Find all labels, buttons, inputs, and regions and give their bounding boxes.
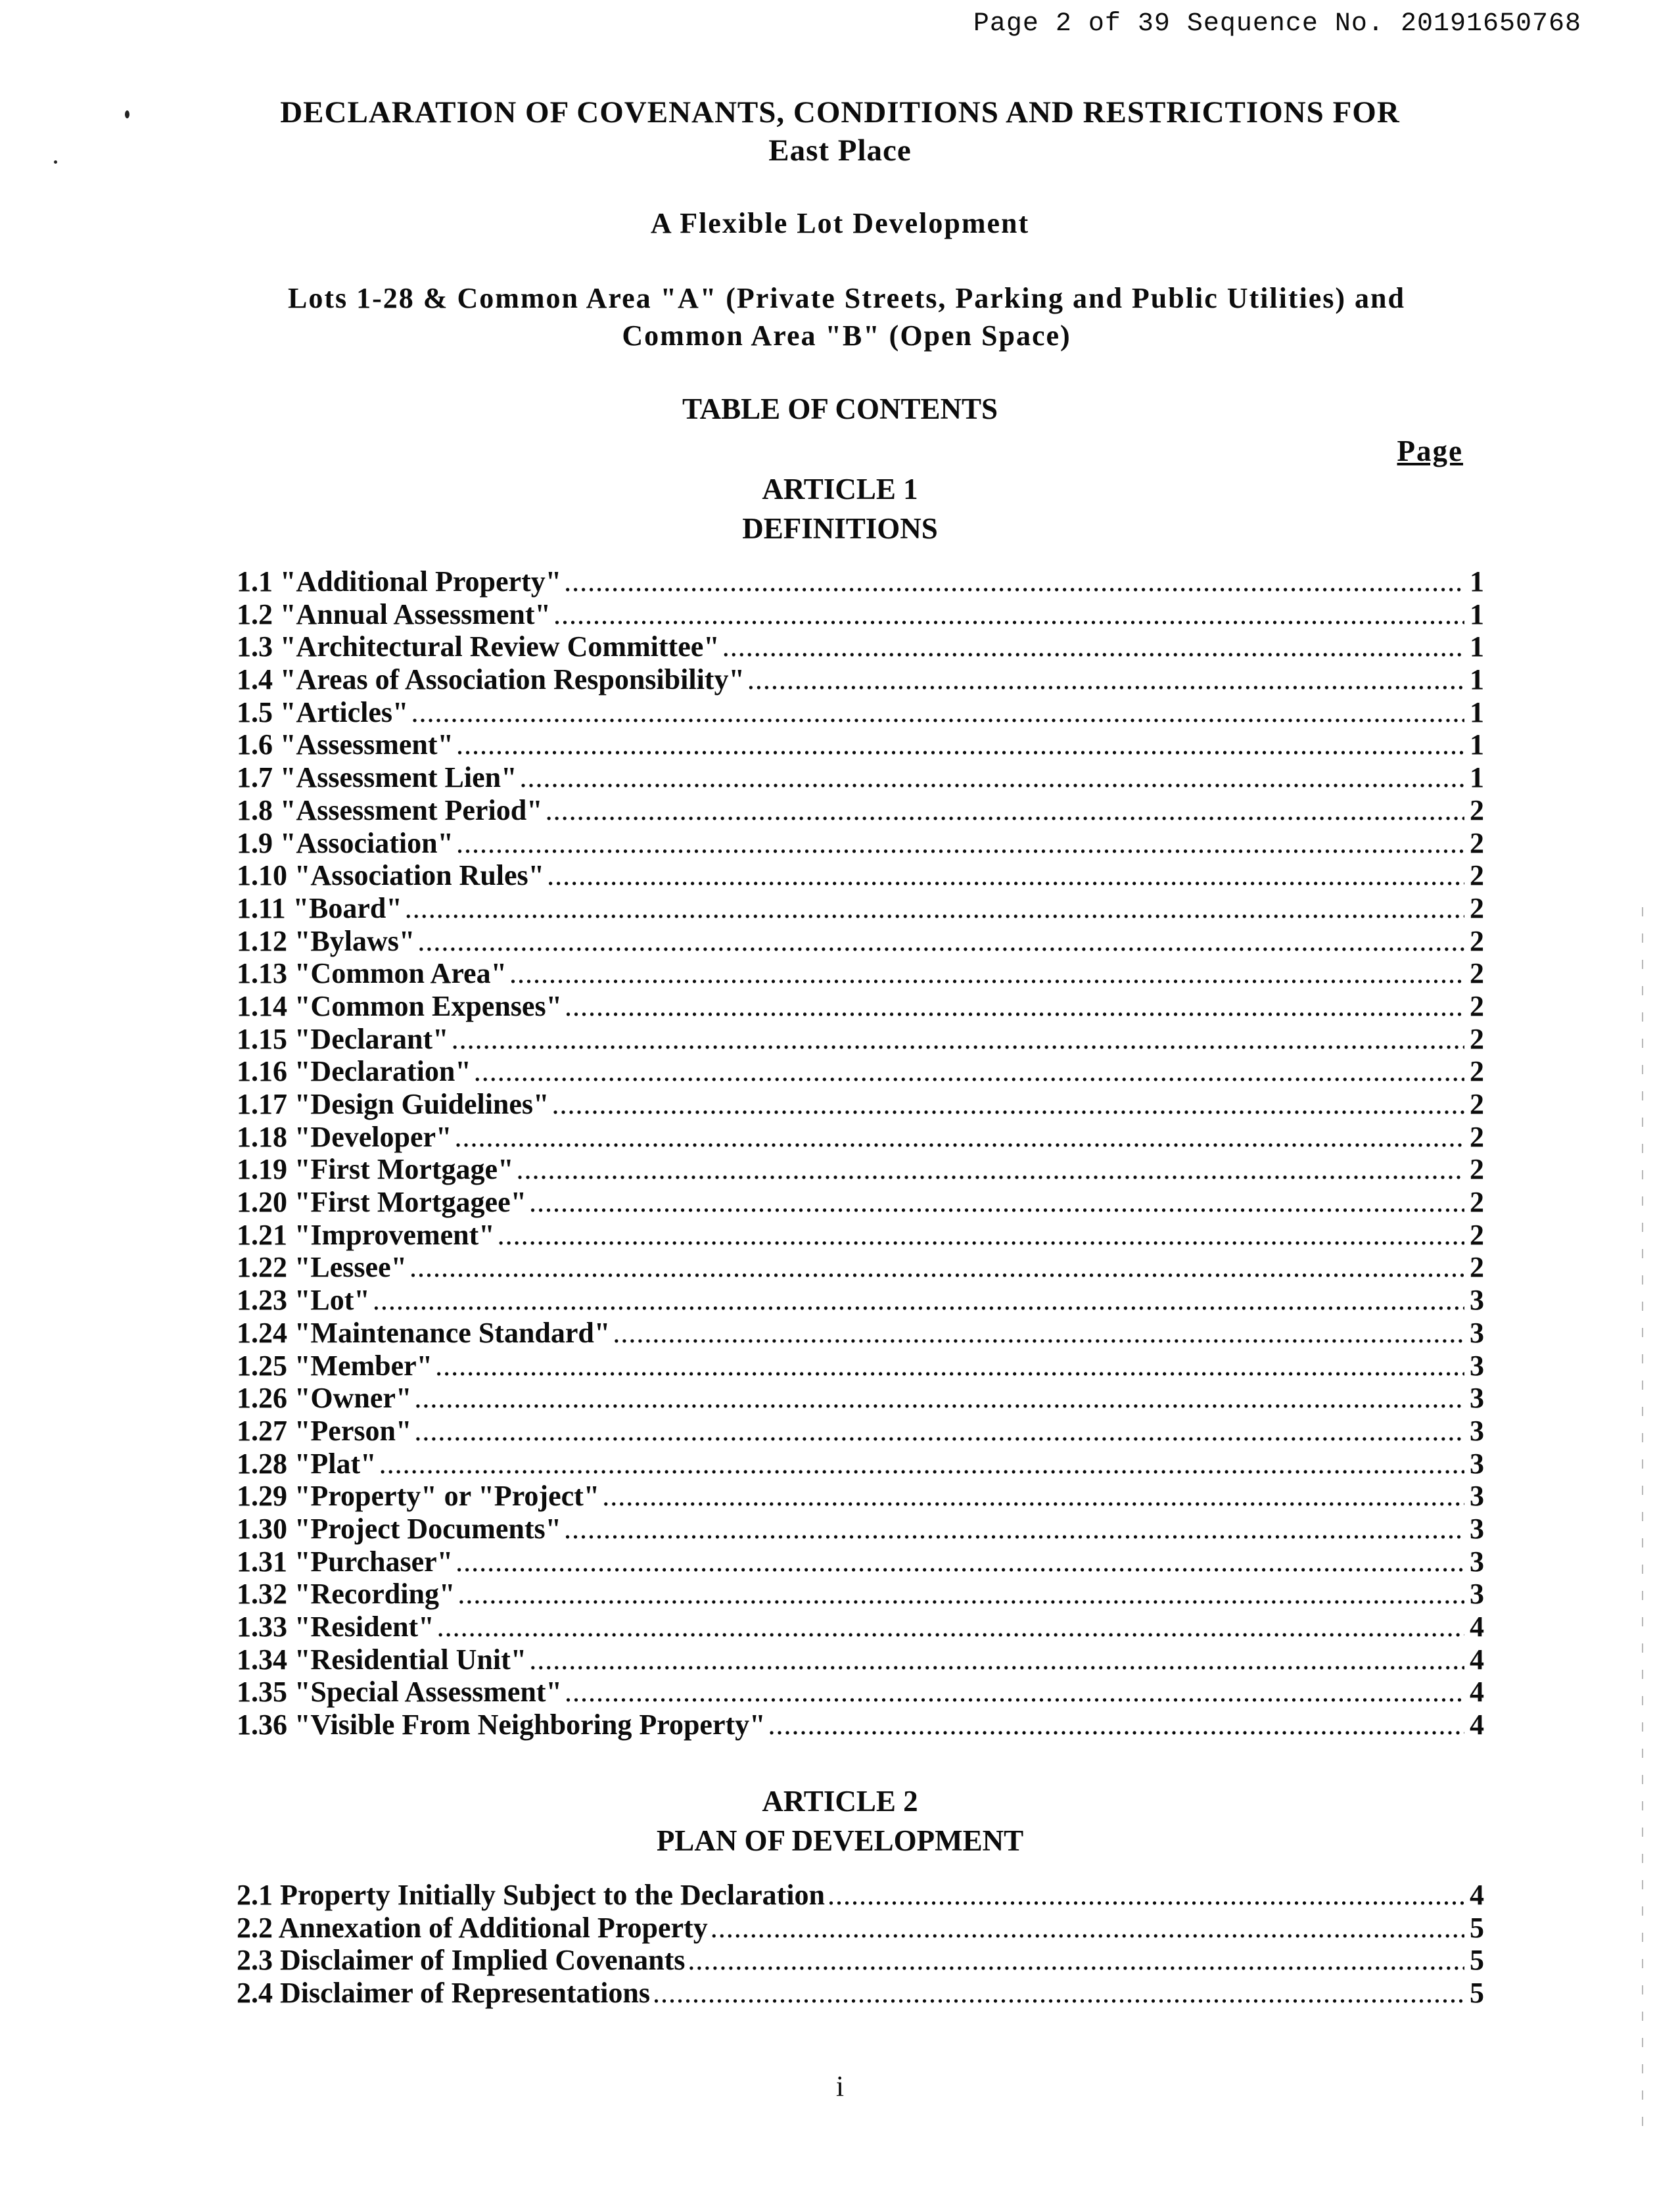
- toc-entry: [237, 728, 1484, 761]
- toc-entry-title: 1.11 "Board": [237, 891, 402, 924]
- toc-entry: [237, 1317, 1484, 1350]
- toc-entry-title: 1.5 "Articles": [237, 696, 409, 728]
- toc-list-article-1: [237, 565, 1484, 1741]
- toc-entry: [237, 990, 1484, 1023]
- toc-entry: [237, 1219, 1484, 1252]
- toc-entry-title: 1.31 "Purchaser": [237, 1545, 454, 1578]
- toc-entry-title: 1.21 "Improvement": [237, 1218, 495, 1251]
- toc-dot-leader: [498, 1219, 1464, 1252]
- toc-dot-leader: [828, 1879, 1464, 1912]
- toc-entry: [237, 1121, 1484, 1154]
- toc-entry-page: 3: [1470, 1480, 1484, 1513]
- toc-entry: [237, 1415, 1484, 1448]
- toc-dot-leader: [551, 1088, 1464, 1121]
- toc-entry-title: 1.34 "Residential Unit": [237, 1643, 527, 1676]
- toc-dot-leader: [509, 957, 1464, 990]
- toc-entry: [237, 859, 1484, 892]
- toc-entry-title: 2.4 Disclaimer of Representations: [237, 1977, 650, 2010]
- toc-entry-title: 1.19 "First Mortgage": [237, 1153, 514, 1186]
- toc-entry-page: 4: [1470, 1709, 1484, 1741]
- toc-entry-title: 1.23 "Lot": [237, 1284, 370, 1317]
- toc-entry-title: 1.15 "Declarant": [237, 1022, 449, 1055]
- toc-dot-leader: [411, 696, 1464, 729]
- toc-entry-title: 1.8 "Assessment Period": [237, 793, 543, 826]
- toc-entry-title: 1.24 "Maintenance Standard": [237, 1316, 611, 1349]
- page-sequence-stamp: Page 2 of 39 Sequence No. 20191650768: [973, 9, 1581, 39]
- toc-entry: [237, 1944, 1484, 1977]
- toc-entry: [237, 1546, 1484, 1578]
- toc-dot-leader: [452, 1023, 1464, 1056]
- toc-entry-page: 3: [1470, 1349, 1484, 1382]
- toc-entry-page: 2: [1470, 924, 1484, 957]
- toc-entry-title: 1.27 "Person": [237, 1414, 412, 1447]
- toc-entry: [237, 761, 1484, 794]
- document-subtitle: A Flexible Lot Development: [650, 207, 1030, 239]
- toc-entry-page: 1: [1470, 598, 1484, 630]
- toc-entry: [237, 957, 1484, 990]
- toc-entry: [237, 1350, 1484, 1382]
- toc-entry: [237, 1611, 1484, 1643]
- toc-entry-page: 2: [1470, 891, 1484, 924]
- toc-entry-page: 2: [1470, 957, 1484, 990]
- toc-dot-leader: [565, 1676, 1464, 1709]
- toc-entry-page: 5: [1470, 1944, 1484, 1977]
- toc-dot-leader: [653, 1977, 1464, 2010]
- article-title: DEFINITIONS: [742, 512, 938, 545]
- document-project-name: East Place: [768, 133, 912, 168]
- toc-entry-title: 1.36 "Visible From Neighboring Property": [237, 1709, 766, 1741]
- toc-entry-page: 1: [1470, 696, 1484, 728]
- toc-entry-title: 1.17 "Design Guidelines": [237, 1088, 549, 1120]
- toc-entry: [237, 794, 1484, 827]
- toc-entry-title: 1.30 "Project Documents": [237, 1512, 562, 1545]
- toc-entry: [237, 1977, 1484, 2010]
- toc-entry-page: 3: [1470, 1284, 1484, 1317]
- toc-entry-page: 1: [1470, 565, 1484, 598]
- toc-dot-leader: [373, 1284, 1464, 1317]
- toc-entry: [237, 1480, 1484, 1513]
- toc-entry-page: 4: [1470, 1611, 1484, 1643]
- article-number: ARTICLE 1: [762, 473, 918, 506]
- toc-entry: [237, 663, 1484, 696]
- toc-entry: [237, 1186, 1484, 1219]
- toc-dot-leader: [417, 925, 1464, 958]
- toc-entry: [237, 1643, 1484, 1676]
- lots-description-line: Lots 1-28 & Common Area "A" (Private Streets, Parking and Public Utilities) and: [288, 282, 1405, 314]
- toc-entry: [237, 1912, 1484, 1945]
- toc-entry-page: 3: [1470, 1578, 1484, 1611]
- toc-heading: TABLE OF CONTENTS: [682, 392, 998, 425]
- toc-entry-title: 1.25 "Member": [237, 1349, 433, 1382]
- toc-dot-leader: [688, 1944, 1464, 1977]
- toc-entry-page: 1: [1470, 630, 1484, 663]
- toc-entry-page: 2: [1470, 1153, 1484, 1186]
- toc-entry-page: 1: [1470, 761, 1484, 794]
- toc-entry: [237, 696, 1484, 729]
- toc-entry-page: 5: [1470, 1911, 1484, 1944]
- toc-entry-page: 2: [1470, 1186, 1484, 1219]
- toc-entry-page: 4: [1470, 1676, 1484, 1709]
- toc-entry-page: 2: [1470, 859, 1484, 892]
- toc-dot-leader: [529, 1643, 1464, 1676]
- toc-entry: [237, 1382, 1484, 1415]
- toc-entry-title: 1.33 "Resident": [237, 1611, 434, 1643]
- toc-entry-title: 1.22 "Lessee": [237, 1251, 408, 1284]
- lots-description: [0, 279, 1680, 354]
- toc-entry-title: 1.6 "Assessment": [237, 728, 454, 761]
- article-number: ARTICLE 2: [762, 1785, 918, 1818]
- toc-entry: [237, 1513, 1484, 1546]
- toc-dot-leader: [768, 1709, 1464, 1741]
- article-2-heading: [0, 1782, 1680, 1860]
- toc-entry-title: 1.16 "Declaration": [237, 1055, 471, 1088]
- toc-entry: [237, 1578, 1484, 1611]
- toc-dot-leader: [613, 1317, 1464, 1350]
- toc-entry: [237, 827, 1484, 860]
- toc-entry: [237, 1676, 1484, 1709]
- toc-entry-page: 4: [1470, 1879, 1484, 1911]
- toc-dot-leader: [414, 1415, 1464, 1448]
- toc-entry-page: 3: [1470, 1545, 1484, 1578]
- toc-entry-title: 2.3 Disclaimer of Implied Covenants: [237, 1944, 686, 1977]
- toc-entry-title: 1.12 "Bylaws": [237, 924, 415, 957]
- page-column-label: Page: [1397, 435, 1463, 467]
- toc-entry-page: 2: [1470, 793, 1484, 826]
- toc-entry: [237, 1284, 1484, 1317]
- toc-dot-leader: [405, 892, 1464, 925]
- toc-entry-title: 1.26 "Owner": [237, 1382, 412, 1415]
- document-title: [0, 93, 1680, 170]
- toc-entry: [237, 1023, 1484, 1056]
- toc-dot-leader: [409, 1251, 1464, 1284]
- toc-entry-page: 2: [1470, 1022, 1484, 1055]
- toc-entry-page: 2: [1470, 1218, 1484, 1251]
- toc-entry-title: 1.28 "Plat": [237, 1447, 377, 1480]
- toc-entry-title: 1.35 "Special Assessment": [237, 1676, 562, 1709]
- toc-dot-leader: [602, 1480, 1464, 1513]
- toc-dot-leader: [529, 1186, 1464, 1219]
- toc-entry-page: 2: [1470, 1055, 1484, 1088]
- toc-entry: [237, 598, 1484, 631]
- toc-entry-page: 3: [1470, 1414, 1484, 1447]
- toc-entry-title: 1.7 "Assessment Lien": [237, 761, 517, 794]
- toc-entry: [237, 1709, 1484, 1741]
- article-1-heading: [0, 469, 1680, 548]
- toc-dot-leader: [564, 1513, 1464, 1546]
- toc-dot-leader: [711, 1912, 1464, 1945]
- toc-dot-leader: [546, 794, 1464, 827]
- toc-entry: [237, 925, 1484, 958]
- toc-entry-title: 2.2 Annexation of Additional Property: [237, 1911, 708, 1944]
- toc-entry: [237, 1055, 1484, 1088]
- toc-entry-page: 3: [1470, 1382, 1484, 1415]
- toc-dot-leader: [455, 1546, 1464, 1578]
- toc-entry: [237, 1251, 1484, 1284]
- toc-entry-title: 1.4 "Areas of Association Responsibility": [237, 663, 745, 696]
- toc-dot-leader: [520, 761, 1464, 794]
- toc-list-article-2: [237, 1879, 1484, 2010]
- toc-dot-leader: [553, 598, 1464, 631]
- toc-entry-page: 1: [1470, 728, 1484, 761]
- toc-dot-leader: [379, 1448, 1464, 1480]
- toc-entry-title: 1.3 "Architectural Review Committee": [237, 630, 720, 663]
- toc-entry-title: 1.20 "First Mortgagee": [237, 1186, 527, 1219]
- toc-entry-title: 1.14 "Common Expenses": [237, 989, 562, 1022]
- toc-entry: [237, 892, 1484, 925]
- toc-entry-page: 3: [1470, 1447, 1484, 1480]
- toc-dot-leader: [564, 565, 1464, 598]
- toc-dot-leader: [457, 1578, 1464, 1611]
- toc-dot-leader: [456, 728, 1464, 761]
- toc-entry-page: 2: [1470, 1120, 1484, 1153]
- toc-entry-page: 3: [1470, 1316, 1484, 1349]
- toc-dot-leader: [456, 827, 1464, 860]
- page-number: i: [835, 2070, 845, 2102]
- toc-entry-page: 2: [1470, 826, 1484, 859]
- toc-entry-title: 1.9 "Association": [237, 826, 454, 859]
- toc-entry-page: 3: [1470, 1512, 1484, 1545]
- toc-dot-leader: [414, 1382, 1464, 1415]
- toc-entry-title: 1.10 "Association Rules": [237, 859, 545, 892]
- article-title: PLAN OF DEVELOPMENT: [656, 1824, 1024, 1857]
- toc-entry-title: 1.32 "Recording": [237, 1578, 455, 1611]
- toc-entry: [237, 1088, 1484, 1121]
- toc-entry: [237, 630, 1484, 663]
- toc-entry-page: 5: [1470, 1977, 1484, 2010]
- document-title-line: DECLARATION OF COVENANTS, CONDITIONS AND RESTRICTIONS FOR: [280, 95, 1400, 130]
- toc-entry-page: 2: [1470, 1088, 1484, 1120]
- toc-dot-leader: [722, 630, 1464, 663]
- toc-entry: [237, 1153, 1484, 1186]
- toc-dot-leader: [474, 1055, 1464, 1088]
- toc-dot-leader: [565, 990, 1464, 1023]
- toc-entry-page: 1: [1470, 663, 1484, 696]
- toc-entry-title: 1.13 "Common Area": [237, 957, 507, 990]
- toc-dot-leader: [435, 1350, 1464, 1382]
- toc-dot-leader: [437, 1611, 1464, 1643]
- toc-dot-leader: [517, 1153, 1464, 1186]
- lots-description-line: Common Area "B" (Open Space): [622, 319, 1071, 352]
- toc-entry: [237, 1448, 1484, 1480]
- toc-entry-title: 2.1 Property Initially Subject to the Declaration: [237, 1879, 825, 1911]
- toc-entry: [237, 565, 1484, 598]
- scan-edge-artifact: [1642, 907, 1643, 2130]
- toc-entry-title: 1.1 "Additional Property": [237, 565, 562, 598]
- toc-entry-title: 1.18 "Developer": [237, 1120, 452, 1153]
- toc-dot-leader: [747, 663, 1464, 696]
- toc-dot-leader: [454, 1121, 1464, 1154]
- toc-entry-title: 1.2 "Annual Assessment": [237, 598, 551, 630]
- toc-entry-title: 1.29 "Property" or "Project": [237, 1480, 600, 1513]
- toc-dot-leader: [547, 859, 1464, 892]
- toc-entry-page: 2: [1470, 1251, 1484, 1284]
- toc-entry: [237, 1879, 1484, 1912]
- toc-entry-page: 2: [1470, 989, 1484, 1022]
- toc-entry-page: 4: [1470, 1643, 1484, 1676]
